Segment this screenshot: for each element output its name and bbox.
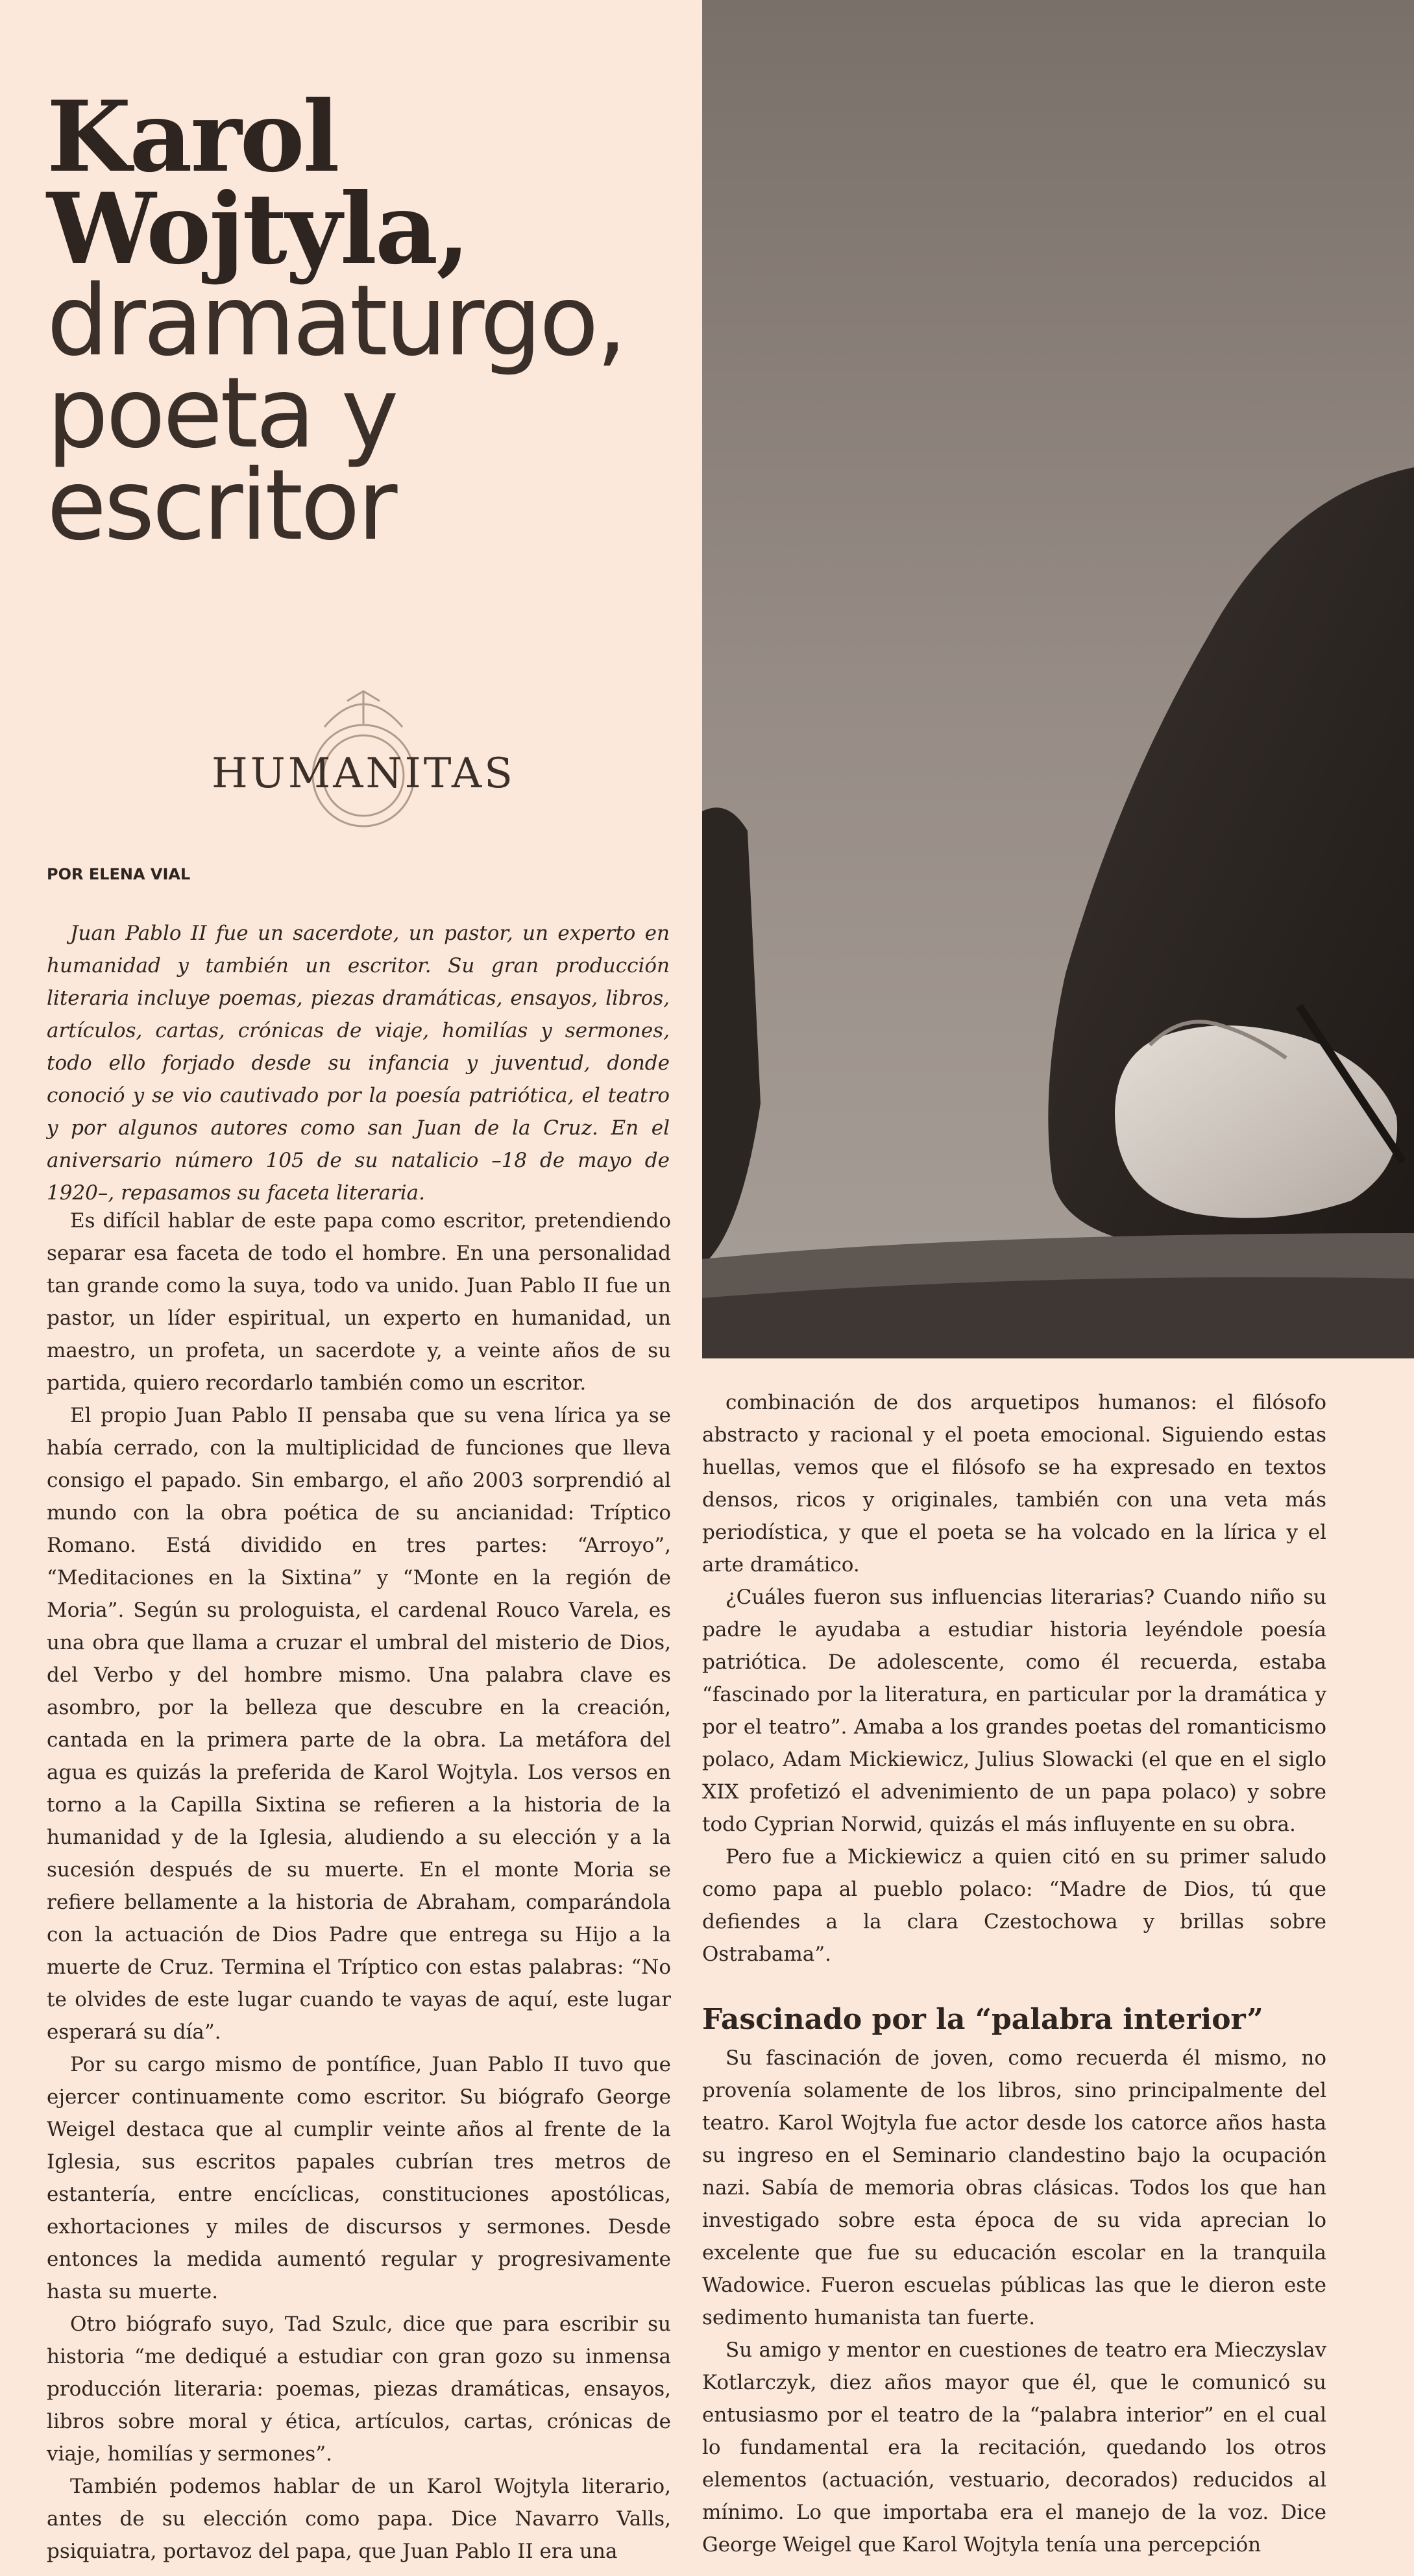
wojtyla-writing-photo [702,0,1414,1358]
paragraph: Es difícil hablar de este papa como escritor, pretendiendo separar esa faceta de todo el hombre. En una personalidad tan grande como la suya, todo va unido. Juan Pablo II fue un pastor, un líder espiritual, un experto en humanidad, un maestro, un profeta, un sacerdote y, a veinte años de su partida, quiero recordarlo también como un escritor. [47,1209,671,1395]
section-heading: Fascinado por la “palabra interior” [702,2003,1263,2036]
title-subtitle-line-3: escritor [47,449,395,562]
paragraph: Su fascinación de joven, como recuerda él mismo, no provenía solamente de los libros, sino principalmente del teatro. Karol Wojtyla fue actor desde los catorce años hasta su ingreso en el Seminario clandestino bajo la ocupación nazi. Sabía de memoria obras clásicas. Todos los que han investigado sobre esta época de su vida aprecian lo excelente que fue su educación escolar en la tranquila Wadowice. Fueron escuelas públicas las que le dieron este sedimento humanista tan fuerte. [702,2046,1326,2329]
humanitas-logo [195,688,532,844]
paragraph: combinación de dos arquetipos humanos: el filósofo abstracto y racional y el poeta emocional. Siguiendo estas huellas, vemos que el filósofo se ha expresado en textos densos, ricos y originales, también con una veta más periodística, y que el poeta se ha volcado en la lírica y el arte dramático. [702,1391,1326,1576]
title-name-line-1: Karol [47,80,338,194]
article-column-2 [702,1386,1326,2561]
paragraph: El propio Juan Pablo II pensaba que su vena lírica ya se había cerrado, con la multiplicidad de funciones que lleva consigo el papado. Sin embargo, el año 2003 sorprendió al mundo con la obra poética de su ancianidad: Tríptico Romano. Está dividido en tres partes: “Arroyo”, “Meditaciones en la Sixtina” y “Monte en la región de Moria”. Según su prologuista, el cardenal Rouco Varela, es una obra que llama a cruzar el umbral del misterio de Dios, del Verbo y del hombre mismo. Una palabra clave es asombro, por la belleza que descubre en la creación, cantada en la primera parte de la obra. La metáfora del agua es quizás la preferida de Karol Wojtyla. Los versos en torno a la Capilla Sixtina se refieren a la historia de la humanidad y de la Iglesia, aludiendo a su elección y a la sucesión después de su muerte. En el monte Moria se refiere bellamente a la historia de Abraham, comparándola con la actuación de Dios Padre que entrega su Hijo a la muerte de Cruz. Termina el Tríptico con estas palabras: “No te olvides de este lugar cuando te vayas de aquí, este lugar esperará su día”. [47,1404,671,2044]
photo-illustration [702,0,1414,1358]
paragraph: También podemos hablar de un Karol Wojtyla literario, antes de su elección como papa. Dice Navarro Valls, psiquiatra, portavoz del papa, que Juan Pablo II era una [47,2475,671,2563]
title-subtitle-line-1: dramaturgo, [47,265,625,378]
paragraph: Su amigo y mentor en cuestiones de teatro era Mieczyslav Kotlarczyk, diez años mayor que él, que le comunicó su entusiasmo por el teatro de la “palabra interior” en el cual lo fundamental era la recitación, quedando los otros elementos (actuación, vestuario, decorados) reducidos al mínimo. Lo que importaba era el manejo de la voz. Dice George Weigel que Karol Wojtyla tenía una percepción [702,2338,1326,2557]
paragraph: Por su cargo mismo de pontífice, Juan Pablo II tuvo que ejercer continuamente como escritor. Su biógrafo George Weigel destaca que al cumplir veinte años al frente de la Iglesia, sus escritos papales cubrían tres metros de estantería, entre encíclicas, constituciones apostólicas, exhortaciones y miles de discursos y sermones. Desde entonces la medida aumentó regular y progresivamente hasta su muerte. [47,2053,671,2303]
logo-text: HUMANITAS [211,750,516,798]
paragraph: Otro biógrafo suyo, Tad Szulc, dice que para escribir su historia “me dediqué a estudiar con gran gozo su inmensa producción literaria: poemas, piezas dramáticas, ensayos, libros sobre moral y ética, artículos, cartas, crónicas de viaje, homilías y sermones”. [47,2312,671,2466]
paragraph: Pero fue a Mickiewicz a quien citó en su primer saludo como papa al pueblo polaco: “Madre de Dios, tú que defiendes a la clara Czestochowa y brillas sobre Ostrabama”. [702,1845,1326,1966]
paragraph: ¿Cuáles fueron sus influencias literarias? Cuando niño su padre le ayudaba a estudiar historia leyéndole poesía patriótica. De adolescente, como él recuerda, estaba “fascinado por la literatura, en particular por la dramática y por el teatro”. Amaba a los grandes poetas del romanticismo polaco, Adam Mickiewicz, Julius Slowacki (el que en el siglo XIX profetizó el advenimiento de un papa polaco) y sobre todo Cyprian Norwid, quizás el más influyente en su obra. [702,1586,1326,1836]
title-subtitle-line-2: poeta y [47,357,396,470]
title-name-line-2: Wojtyla, [47,172,469,286]
byline: POR ELENA VIAL [47,865,191,883]
article-column-1 [47,1205,671,2568]
article-title [47,80,696,562]
lead-paragraph: Juan Pablo II fue un sacerdote, un pastor, un experto en humanidad y también un escritor. Su gran producción literaria incluye poemas, piezas dramáticas, ensayos, libros, artículos, cartas, crónicas de viaje, homilías y sermones, todo ello forjado desde su infancia y juventud, donde conoció y se vio cautivado por la poesía patriótica, el teatro y por algunos autores como san Juan de la Cruz. En el aniversario número 105 de su natalicio –18 de mayo de 1920–, repasamos su faceta literaria. [47,922,670,1205]
